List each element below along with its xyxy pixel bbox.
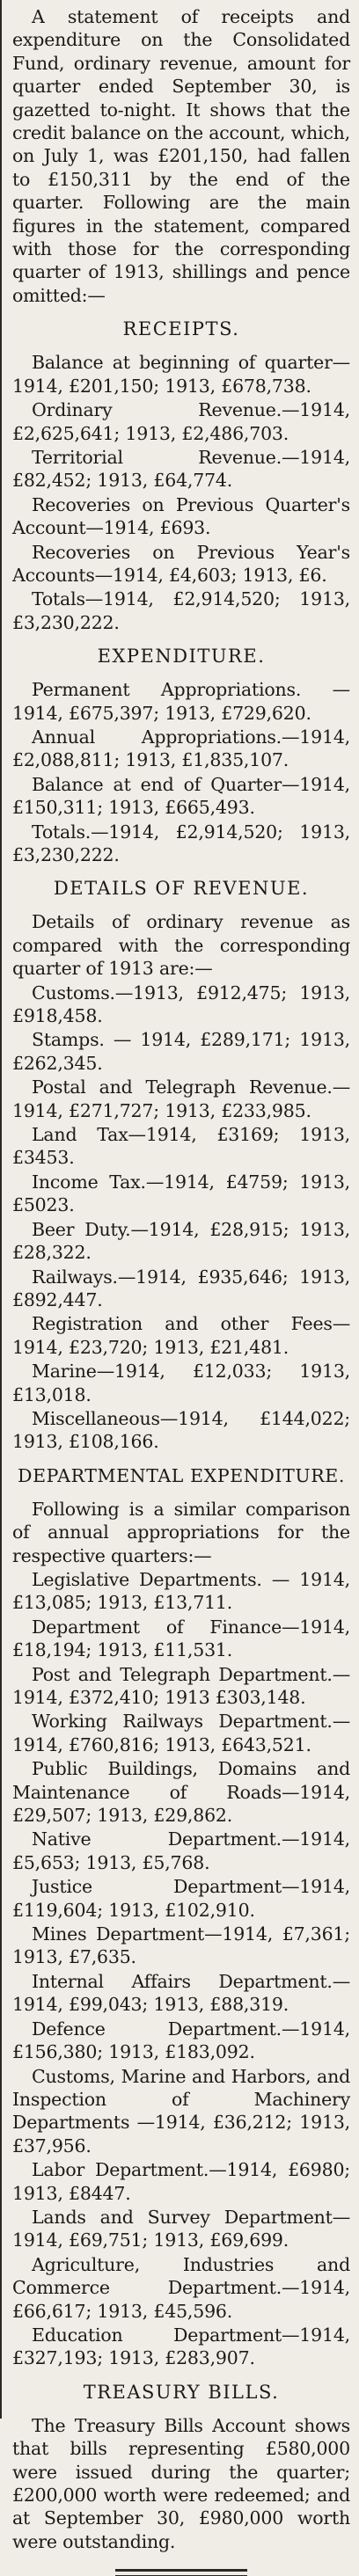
- receipt-entry: Territorial Revenue.—1914, £82,452; 1913, £64,774.: [12, 446, 350, 492]
- department-entry: Native Department.—1914, £5,653; 1913, £5,768.: [12, 1828, 350, 1873]
- department-entry: Internal Affairs Department.—1914, £99,043; 1913, £88,319.: [12, 1970, 350, 2016]
- department-entry: Lands and Survey Department—1914, £69,751; 1913, £69,699.: [12, 2206, 350, 2251]
- receipt-entry: Ordinary Revenue.—1914, £2,625,641; 1913, £2,486,703.: [12, 399, 350, 444]
- department-entry: Customs, Marine and Harbors, and Inspection of Machinery Departments —1914, £36,212; 1913, £37,956.: [12, 2065, 350, 2156]
- receipt-entry: Recoveries on Previous Year's Accounts—1914, £4,603; 1913, £6.: [12, 541, 350, 586]
- revenue-entry: Income Tax.—1914, £4759; 1913, £5023.: [12, 1171, 350, 1216]
- departmental-heading: DEPARTMENTAL EXPENDITURE.: [18, 1464, 345, 1486]
- revenue-entry: Customs.—1913, £912,475; 1913, £918,458.: [12, 982, 350, 1027]
- department-entry: Working Railways Department.—1914, £760,816; 1913, £643,521.: [12, 1711, 350, 1755]
- department-entry: Department of Finance—1914, £18,194; 1913, £11,531.: [12, 1616, 350, 1661]
- expenditure-entry: Annual Appropriations.—1914, £2,088,811; 1913, £1,835,107.: [12, 726, 350, 771]
- treasury-bills-paragraph: The Treasury Bills Account shows that bills representing £580,000 were issued during the quarter; £200,000 worth were redeemed; and at September 30, £980,000 worth were outstanding.: [12, 2414, 350, 2552]
- expenditure-heading: EXPENDITURE.: [97, 646, 266, 668]
- receipt-entry: Totals—1914, £2,914,520; 1913, £3,230,222.: [12, 588, 350, 633]
- receipt-entry: Balance at beginning of quarter—1914, £201,150; 1913, £678,738.: [12, 352, 350, 397]
- department-entry: Post and Telegraph Department.—1914, £372,410; 1913 £303,148.: [12, 1663, 350, 1708]
- treasury-bills-heading: TREASURY BILLS.: [83, 2381, 280, 2403]
- revenue-entry: Land Tax—1914, £3169; 1913, £3453.: [12, 1124, 350, 1169]
- revenue-entry: Registration and other Fees—1914, £23,720; 1913, £21,481.: [12, 1313, 350, 1358]
- department-entry: Public Buildings, Domains and Maintenance of Roads—1914, £29,507; 1913, £29,862.: [12, 1758, 350, 1827]
- revenue-entry: Miscellaneous—1914, £144,022; 1913, £108,166.: [12, 1407, 350, 1453]
- expenditure-entry: Totals.—1914, £2,914,520; 1913, £3,230,222.: [12, 821, 350, 865]
- revenue-entry: Railways.—1914, £935,646; 1913, £892,447.: [12, 1266, 350, 1310]
- revenue-entry: Marine—1914, £12,033; 1913, £13,018.: [12, 1361, 350, 1405]
- receipt-entry: Recoveries on Previous Quarter's Account—1914, £693.: [12, 493, 350, 539]
- department-entry: Mines Department—1914, £7,361; 1913, £7,635.: [12, 1923, 350, 1968]
- department-entry: Legislative Departments. — 1914, £13,085; 1913, £13,711.: [12, 1568, 350, 1614]
- department-entry: Education Department—1914, £327,193; 1913, £283,907.: [12, 2324, 350, 2369]
- expenditure-entry: Permanent Appropriations. — 1914, £675,397; 1913, £729,620.: [12, 679, 350, 724]
- department-entry: Labor Department.—1914, £6980; 1913, £8447.: [12, 2159, 350, 2204]
- receipts-heading: RECEIPTS.: [122, 318, 240, 340]
- revenue-entry: Postal and Telegraph Revenue.—1914, £271,727; 1913, £233,985.: [12, 1076, 350, 1121]
- department-entry: Agriculture, Industries and Commerce Department.—1914, £66,617; 1913, £45,596.: [12, 2253, 350, 2322]
- closing-rule: [115, 2569, 247, 2576]
- expenditure-entry: Balance at end of Quarter—1914, £150,311; 1913, £665,493.: [12, 773, 350, 819]
- revenue-entry: Stamps. — 1914, £289,171; 1913, £262,345.: [12, 1029, 350, 1074]
- department-entry: Defence Department.—1914, £156,380; 1913, £183,092.: [12, 2018, 350, 2063]
- department-entry: Justice Department—1914, £119,604; 1913, £102,910.: [12, 1876, 350, 1921]
- departmental-intro: Following is a similar comparison of annual appropriations for the respective quarters:—: [12, 1498, 350, 1566]
- revenue-details-intro: Details of ordinary revenue as compared with the corresponding quarter of 1913 are:—: [12, 911, 350, 980]
- revenue-details-heading: DETAILS OF REVENUE.: [53, 878, 310, 900]
- intro-paragraph: A statement of receipts and expenditure on the Consolidated Fund, ordinary revenue, amount for quarter ended September 30, is gazetted to-night. It shows that the credit balance on the account, which, on July 1, was £201,150, had fallen to £150,311 by the end of the quarter. Following are the main figures in the statement, compared with those for the corresponding quarter of 1913, shillings and pence omitted:—: [12, 6, 350, 306]
- revenue-entry: Beer Duty.—1914, £28,915; 1913, £28,322.: [12, 1218, 350, 1264]
